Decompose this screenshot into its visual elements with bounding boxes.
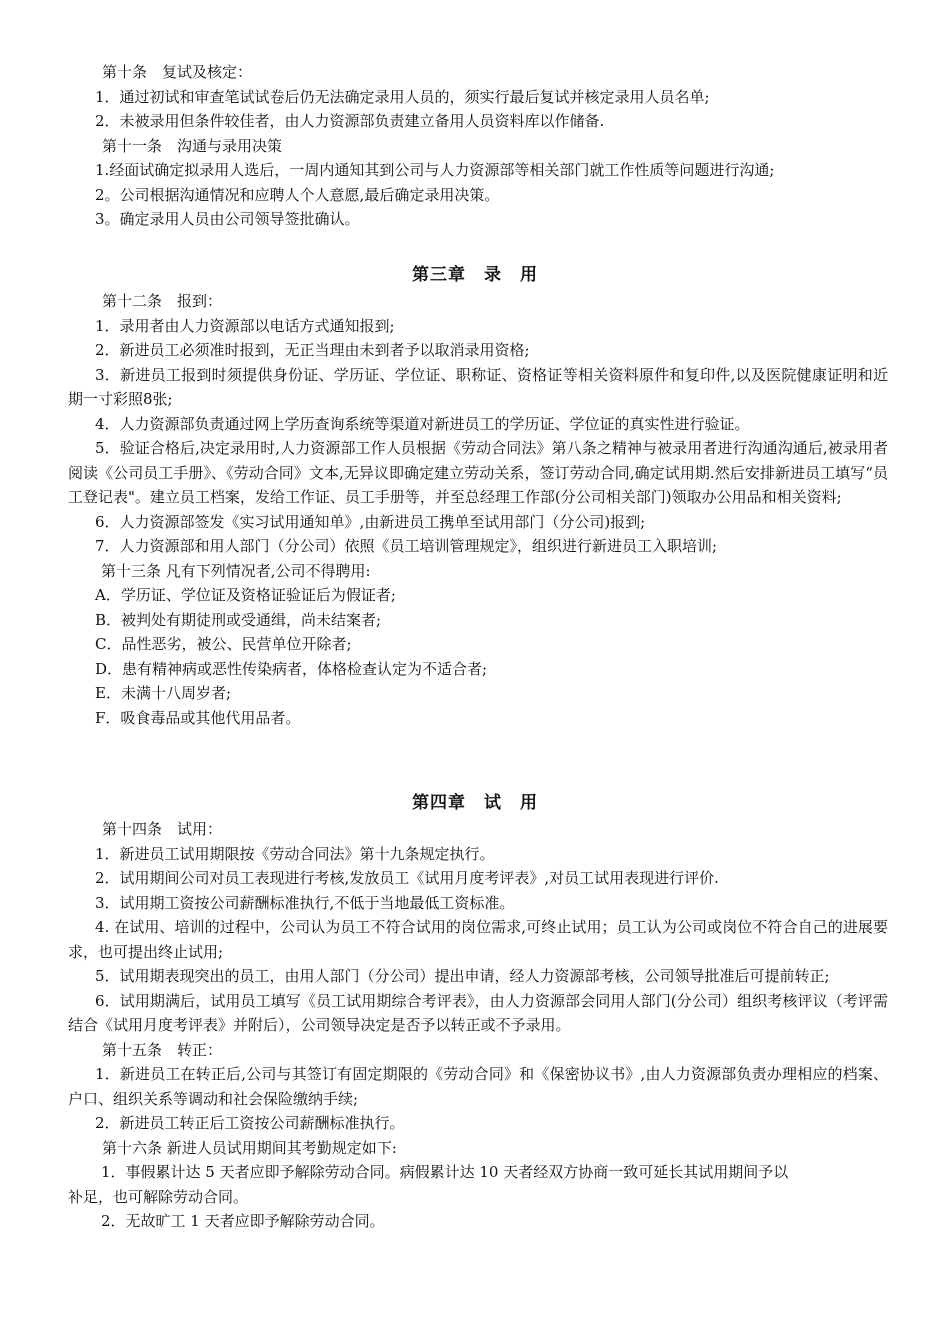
article-13-item-e: E．未满十八周岁者; bbox=[95, 684, 232, 702]
article-14-item-1: 1．新进员工试用期限按《劳动合同法》第十九条规定执行。 bbox=[95, 844, 495, 863]
article-16-heading: 第十六条 新进人员试用期间其考勤规定如下: bbox=[102, 1138, 397, 1157]
article-14-item-5: 5．试用期表现突出的员工，由用人部门（分公司）提出申请，经人力资源部考核，公司领导批准后可提前转正; bbox=[95, 967, 830, 985]
article-11-heading: 第十一条 沟通与录用决策 bbox=[102, 136, 283, 155]
article-12-item-1: 1．录用者由人力资源部以电话方式通知报到; bbox=[95, 316, 395, 335]
article-11-item-2: 2。公司根据沟通情况和应聘人个人意愿,最后确定录用决策。 bbox=[95, 185, 500, 204]
article-14-item-4: 4. 在试用、培训的过程中，公司认为员工不符合试用的岗位需求,可终止试用；员工认为公司或岗位不符合自己的进展要求，也可提出终止试用; bbox=[68, 918, 888, 961]
article-15-heading: 第十五条 转正： bbox=[102, 1040, 223, 1059]
article-13-item-b: B．被判处有期徒刑或受通缉，尚未结案者; bbox=[95, 610, 382, 629]
article-12-item-4: 4．人力资源部负责通过网上学历查询系统等渠道对新进员工的学历证、学位证的真实性进行验证。 bbox=[95, 414, 750, 433]
article-10-item-1: 1．通过初试和审查笔试试卷后仍无法确定录用人员的，须实行最后复试并核定录用人员名单; bbox=[95, 87, 710, 106]
article-15-item-1: 1．新进员工在转正后,公司与其签订有固定期限的《劳动合同》和《保密协议书》,由人力资源部负责办理相应的档案、户口、组织关系等调动和社会保险缴纳手续; bbox=[68, 1065, 888, 1108]
article-14-item-2: 2．试用期间公司对员工表现进行考核,发放员工《试用月度考评表》,对员工试用表现进行评价. bbox=[95, 869, 719, 887]
article-13-item-f: F．吸食毒品或其他代用品者。 bbox=[95, 708, 301, 727]
chapter-4-body bbox=[68, 817, 888, 1234]
article-16-item-2: 2．无故旷工 1 天者应即予解除劳动合同。 bbox=[101, 1212, 385, 1230]
article-16-item-1: 1．事假累计达 5 天者应即予解除劳动合同。病假累计达 10 天者经双方协商一致可延长其试用期间予以补足，也可解除劳动合同。 bbox=[68, 1163, 789, 1206]
article-11-item-1: 1.经面试确定拟录用人选后，一周内通知其到公司与人力资源部等相关部门就工作性质等问题进行沟通; bbox=[95, 161, 775, 179]
article-12-heading: 第十二条 报到： bbox=[102, 292, 223, 310]
article-13-item-a: A．学历证、学位证及资格证验证后为假证者; bbox=[95, 586, 396, 604]
article-13-item-d: D．患有精神病或恶性传染病者，体格检查认定为不适合者; bbox=[95, 659, 488, 678]
article-14-item-6: 6．试用期满后，试用员工填写《员工试用期综合考评表》，由人力资源部会同用人部门(分公司）组织考核评议（考评需结合《试用月度考评表》并附后），公司领导决定是否予以转正或不予录用。 bbox=[68, 991, 888, 1034]
article-12-item-3: 3．新进员工报到时须提供身份证、学历证、学位证、职称证、资格证等相关资料原件和复印件,以及医院健康证明和近期一寸彩照8张; bbox=[68, 365, 888, 408]
article-11-item-3: 3。确定录用人员由公司领导签批确认。 bbox=[95, 210, 360, 228]
article-13-item-c: C．品性恶劣，被公、民营单位开除者; bbox=[95, 635, 352, 653]
article-13-heading: 第十三条 凡有下列情况者,公司不得聘用: bbox=[101, 561, 371, 580]
article-15-item-2: 2．新进员工转正后工资按公司薪酬标准执行。 bbox=[95, 1114, 405, 1132]
article-10-item-2: 2．未被录用但条件较佳者，由人力资源部负责建立备用人员资料库以作储备. bbox=[95, 112, 605, 130]
article-12-item-2: 2．新进员工必须准时报到，无正当理由未到者予以取消录用资格; bbox=[95, 341, 530, 359]
article-14-item-3: 3．试用期工资按公司薪酬标准执行,不低于当地最低工资标准。 bbox=[95, 893, 515, 912]
article-10-heading: 第十条 复试及核定： bbox=[102, 63, 253, 81]
article-12-item-6: 6．人力资源部签发《实习试用通知单》,由新进员工携单至试用部门（分公司)报到; bbox=[95, 512, 646, 531]
article-12-item-7: 7．人力资源部和用人部门（分公司）依照《员工培训管理规定》，组织进行新进员工入职培训; bbox=[95, 537, 718, 555]
chapter-3-body bbox=[68, 289, 888, 730]
chapter-4-title: 第四章 试 用 bbox=[412, 793, 538, 813]
chapter-3-title: 第三章 录 用 bbox=[412, 265, 538, 285]
article-14-heading: 第十四条 试用： bbox=[102, 820, 223, 838]
article-12-item-5: 5．验证合格后,决定录用时,人力资源部工作人员根据《劳动合同法》第八条之精神与被录用者进行沟通沟通后,被录用者阅读《公司员工手册》、《劳动合同》文本,无异议即确定建立劳动关系，签订劳动合同,确定试用期.然后安排新进员工填写“员工登记表"。建立员工档案，发给工作证、员工手册等，并至总经理工作部(分公司相关部门)领取办公用品和相关资料; bbox=[68, 439, 888, 506]
section-articles-10-11 bbox=[68, 60, 888, 232]
